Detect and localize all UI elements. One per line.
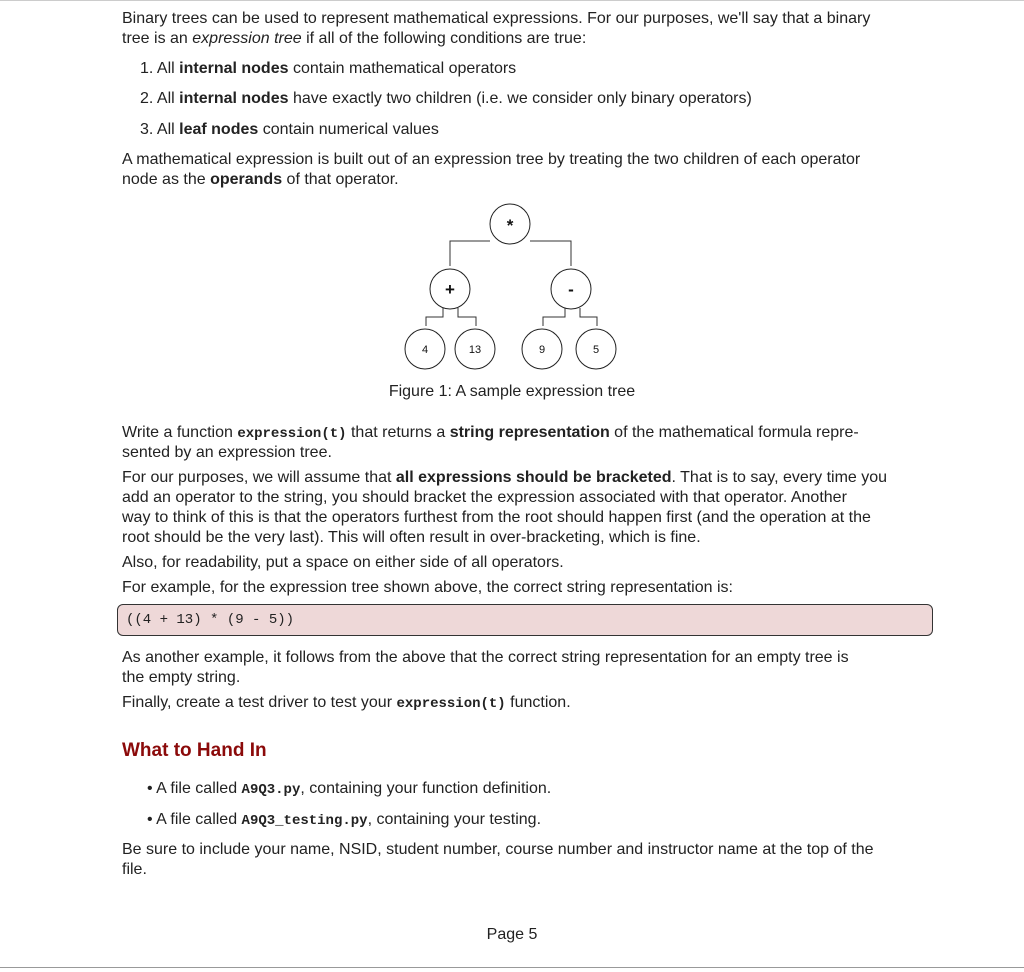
paragraph-line bbox=[122, 668, 240, 688]
bold-text: internal nodes bbox=[179, 90, 289, 107]
paragraph-line bbox=[122, 648, 849, 668]
figure-caption: Figure 1: A sample expression tree bbox=[388, 383, 636, 400]
node-label: * bbox=[506, 216, 514, 235]
text-span: Write a function bbox=[122, 424, 238, 441]
inline-code: expression(t) bbox=[396, 696, 506, 712]
text-span: contain mathematical operators bbox=[288, 60, 517, 77]
edge-plus-4 bbox=[426, 308, 443, 326]
bold-text: string representation bbox=[449, 424, 610, 441]
text-span: For our purposes, we will assume that bbox=[122, 469, 396, 486]
text-span: , containing your testing. bbox=[367, 811, 542, 828]
node-label: + bbox=[445, 280, 455, 299]
paragraph-line bbox=[122, 468, 887, 488]
paragraph-line bbox=[122, 693, 571, 714]
text-span: node as the bbox=[122, 171, 211, 188]
text-span: of that operator. bbox=[282, 171, 399, 188]
paragraph-line bbox=[122, 423, 859, 444]
paragraph-line bbox=[122, 578, 733, 598]
inline-code: expression(t) bbox=[237, 426, 347, 442]
text-span: file. bbox=[122, 861, 147, 878]
text-span: root should be the very last). This will often result in over-bracketing, which is fine. bbox=[122, 529, 701, 546]
text-span: of the mathematical formula repre- bbox=[609, 424, 859, 441]
paragraph-line bbox=[122, 508, 871, 528]
paragraph-line bbox=[122, 528, 701, 548]
text-span: contain numerical values bbox=[258, 121, 439, 138]
text-span: . That is to say, every time you bbox=[671, 469, 888, 486]
text-span: that returns a bbox=[346, 424, 450, 441]
paragraph-line bbox=[122, 860, 147, 880]
bold-text: leaf nodes bbox=[179, 121, 259, 138]
text-span: A mathematical expression is built out of an expression tree by treating the two children of each operator bbox=[122, 151, 861, 168]
inline-code: A9Q3_testing.py bbox=[241, 813, 368, 829]
text-span: • A file called bbox=[147, 780, 242, 797]
node-label: - bbox=[568, 280, 574, 299]
node-label: 9 bbox=[538, 344, 546, 356]
text-span: 1. All bbox=[140, 60, 180, 77]
edge-root-right bbox=[530, 241, 571, 266]
text-span: For example, for the expression tree shown above, the correct string representation is: bbox=[122, 579, 733, 596]
text-span: the empty string. bbox=[122, 669, 241, 686]
bottom-divider bbox=[0, 967, 1024, 968]
bold-text: operands bbox=[210, 171, 283, 188]
edge-root-left bbox=[450, 241, 490, 266]
text-span: function. bbox=[505, 694, 571, 711]
text-span: Be sure to include your name, NSID, student number, course number and instructor name at the top of the bbox=[122, 841, 874, 858]
inline-code: A9Q3.py bbox=[241, 782, 301, 798]
paragraph-line bbox=[122, 553, 564, 573]
bold-text: all expressions should be bracketed bbox=[395, 469, 672, 486]
text-span: • A file called bbox=[147, 811, 242, 828]
edge-minus-5 bbox=[580, 308, 597, 326]
text-span: sented by an expression tree. bbox=[122, 444, 332, 461]
node-label: 5 bbox=[592, 344, 600, 356]
node-label: 13 bbox=[468, 344, 482, 356]
text-span: Binary trees can be used to represent mathematical expressions. For our purposes, we'll say that a binary bbox=[122, 10, 871, 27]
page-number: Page 5 bbox=[486, 926, 538, 943]
text-span: way to think of this is that the operators furthest from the root should happen first (and the operation at the bbox=[122, 509, 871, 526]
text-span: if all of the following conditions are true: bbox=[301, 30, 587, 47]
text-span: Also, for readability, put a space on either side of all operators. bbox=[122, 554, 564, 571]
paragraph-line bbox=[122, 840, 874, 860]
paragraph-line bbox=[122, 443, 332, 463]
text-span: 3. All bbox=[140, 121, 180, 138]
code-example-box: ((4 + 13) * (9 - 5)) bbox=[117, 604, 933, 636]
text-span: add an operator to the string, you should bracket the expression associated with that operator. Another bbox=[122, 489, 847, 506]
bullet-item-line bbox=[147, 810, 541, 831]
text-span: 2. All bbox=[140, 90, 180, 107]
text-span: expression tree bbox=[192, 30, 302, 47]
text-span: have exactly two children (i.e. we consider only binary operators) bbox=[288, 90, 752, 107]
edge-plus-13 bbox=[458, 308, 476, 326]
expression-tree-figure bbox=[0, 0, 1024, 380]
bullet-item-line bbox=[147, 779, 551, 800]
text-span: , containing your function definition. bbox=[300, 780, 552, 797]
text-span: tree is an bbox=[122, 30, 193, 47]
bold-text: internal nodes bbox=[179, 60, 289, 77]
node-label: 4 bbox=[421, 344, 429, 356]
section-heading: What to Hand In bbox=[122, 740, 267, 761]
paragraph-line bbox=[122, 488, 847, 508]
edge-minus-9 bbox=[543, 308, 565, 326]
text-span: As another example, it follows from the above that the correct string representation for an empty tree is bbox=[122, 649, 849, 666]
text-span: Finally, create a test driver to test your bbox=[122, 694, 397, 711]
